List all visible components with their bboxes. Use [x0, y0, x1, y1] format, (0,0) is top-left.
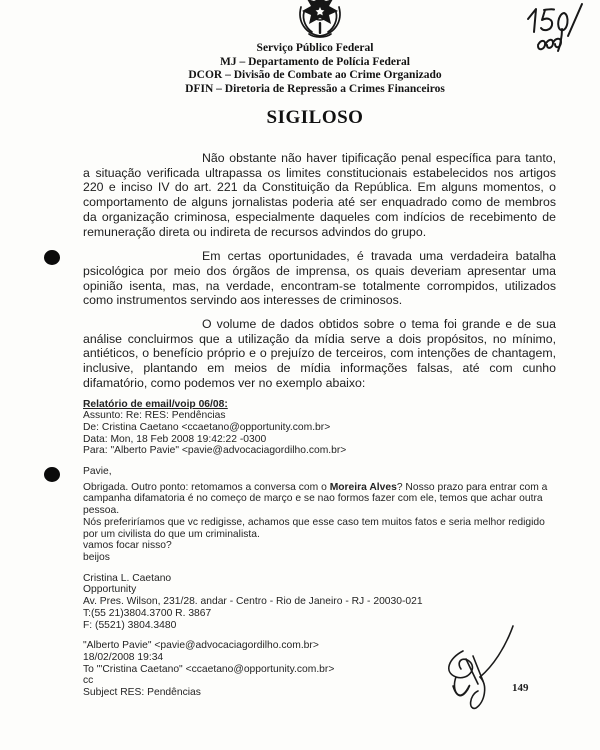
signature-scribble — [433, 624, 523, 724]
letterhead-line-1: Serviço Público Federal — [256, 42, 374, 54]
email-signature-block — [83, 573, 556, 632]
email-greeting: Pavie, — [83, 466, 112, 478]
highlighted-person-name: Moreira Alves — [329, 481, 397, 493]
quoted-datetime: 18/02/2008 19:34 — [83, 651, 164, 663]
email-message-line-4: beijos — [83, 551, 110, 563]
quoted-to: To "'Cristina Caetano" <ccaetano@opportunity.com.br> — [83, 663, 335, 675]
email-message-paragraph-1 — [83, 482, 556, 517]
letterhead-line-4: DFIN – Diretoria de Repressão a Crimes Financeiros — [185, 82, 445, 95]
signature-name: Cristina L. Caetano — [83, 572, 172, 584]
email-message-paragraph-2: Nós preferiríamos que vc redigisse, achamos que esse caso tem muitos fatos e seria melhor redigido por um civilista do que um criminalista. — [83, 516, 545, 540]
letterhead — [60, 42, 570, 96]
document-body — [83, 151, 556, 699]
brazil-coat-of-arms-icon — [291, 0, 349, 42]
hole-punch-dot — [44, 250, 60, 265]
signature-fax: F: (5521) 3804.3480 — [83, 619, 177, 631]
signature-phone: T:(55 21)3804.3700 R. 3867 — [83, 607, 212, 619]
signature-address: Av. Pres. Wilson, 231/28. andar - Centro - Rio de Janeiro - RJ - 20030-021 — [83, 596, 423, 608]
quoted-from: "Alberto Pavie" <pavie@advocaciagordilho.com.br> — [83, 640, 319, 652]
quoted-subject: Subject RES: Pendências — [83, 687, 201, 699]
email-header-para: Para: "Alberto Pavie" <pavie@advocaciagordilho.com.br> — [83, 445, 347, 457]
message-text: ? Nosso prazo para entrar com a campanha difamatoria é no começo de março e se nao formos fazer com ele, temos que achar outra pessoa. — [83, 481, 548, 517]
classification-stamp: SIGILOSO — [266, 107, 364, 128]
email-header-assunto: Assunto: Re: RES: Pendências — [83, 410, 226, 422]
paragraph-1: Não obstante não haver tipificação penal específica para tanto, a situação verificada ultrapassa os limites constitucionais estabelecidos nos artigos 220 e inciso IV do art. 221 da Constituição da República. Em alguns momentos, o comportamento de alguns jornalistas poderia até ser enquadrado como de membros da organização criminosa, especialmente daqueles com indícios de recebimento de remuneração direta ou indireta de recursos advindos do grupo. — [83, 151, 556, 239]
quoted-cc: cc — [83, 675, 94, 687]
page-number: 149 — [512, 682, 529, 694]
signature-company: Opportunity — [83, 584, 137, 596]
email-header-data: Data: Mon, 18 Feb 2008 19:42:22 -0300 — [83, 433, 267, 445]
letterhead-line-2: MJ – Departamento de Polícia Federal — [219, 55, 411, 68]
letterhead-line-3: DCOR – Divisão de Combate ao Crime Organizado — [188, 69, 442, 82]
paragraph-2: Em certas oportunidades, é travada uma verdadeira batalha psicológica por meio dos órgãos de imprensa, os quais deveriam apresentar uma opinião isenta, mas, na verdade, encontram-se totalmente corrompidos, utilizados como instrumentos servindo aos interesses de criminosos. — [83, 249, 556, 308]
email-message-line-3: vamos focar nisso? — [83, 540, 172, 552]
message-text: Obrigada. Outro ponto: retomamos a conversa com o — [83, 481, 330, 493]
email-report-title: Relatório de email/voip 06/08: — [83, 398, 228, 410]
hole-punch-dot — [44, 467, 60, 482]
email-header-de: De: Cristina Caetano <ccaetano@opportunity.com.br> — [83, 421, 331, 433]
paragraph-3: O volume de dados obtidos sobre o tema foi grande e de sua análise concluirmos que a utilização da mídia serve a dois propósitos, no mínimo, antiéticos, o benefício próprio e o prejuízo de terceiros, com intenções de chantagem, inclusive, plantando em meios de mídia informações falsas, até com cunho difamatório, como podemos ver no exemplo abaixo: — [83, 317, 556, 390]
